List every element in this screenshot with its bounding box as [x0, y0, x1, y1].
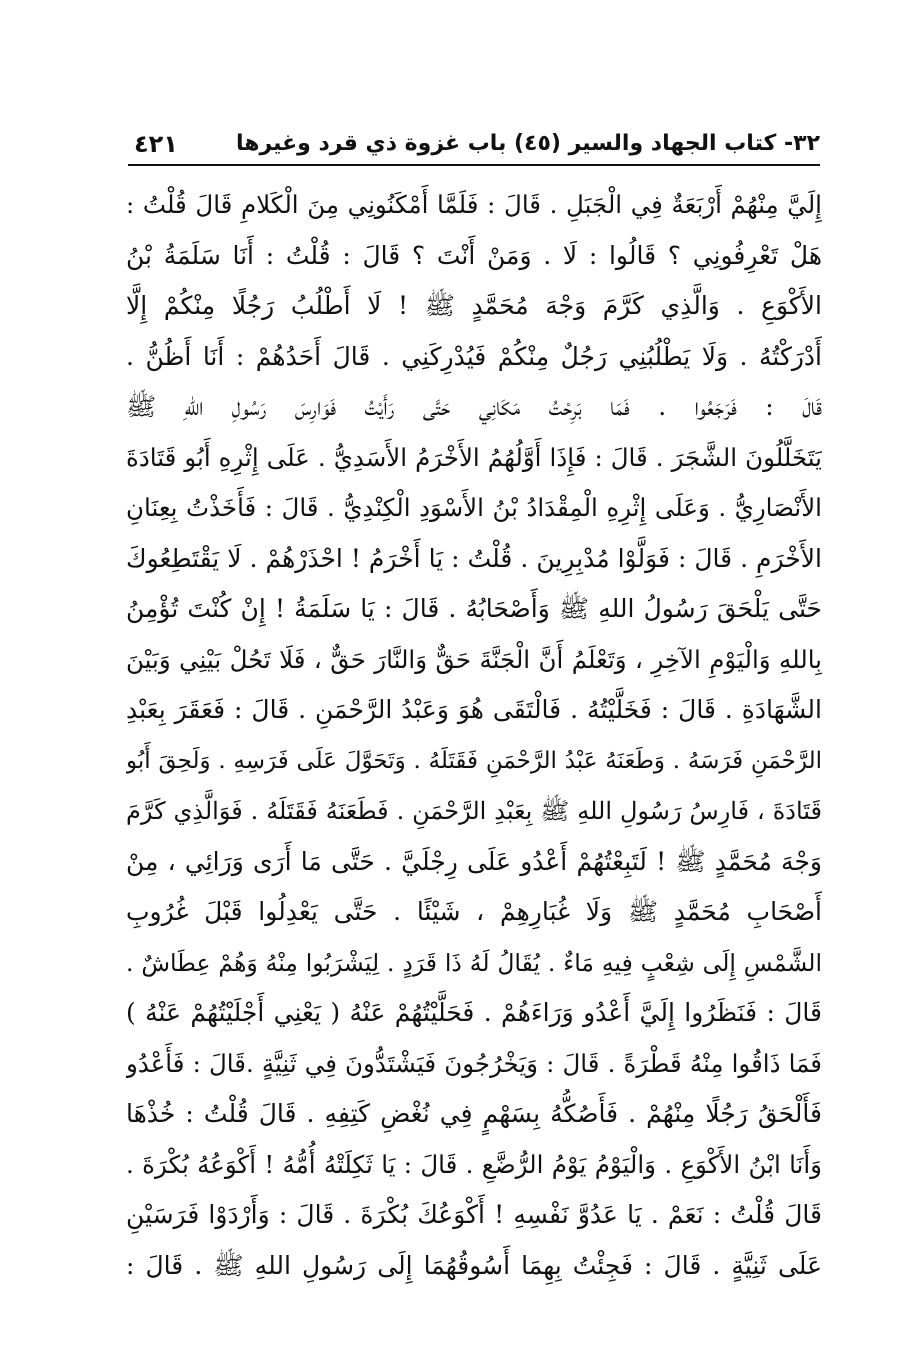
text-line: فَأَلْحَقُ رَجُلًا مِنْهُمْ . فَأَصُكُّهُ بِسَهْمٍ فِي نُغْضِ كَتِفِهِ . قَالَ قُلْتُ : خُذْهَا — [126, 1099, 822, 1128]
text-line: هَلْ تَعْرِفُونِي ؟ قَالُوا : لَا . وَمَنْ أَنْتَ ؟ قَالَ : قُلْتُ : أَنَا سَلَمَةُ بْنُ — [126, 240, 822, 270]
text-line: عَلَى ثَنِيَّةٍ . قَالَ : فَجِئْتُ بِهِمَا أَسُوقُهُمَا إِلَى رَسُولِ اللهِ ﷺ . قَالَ : — [126, 1250, 822, 1280]
page-header — [128, 112, 820, 164]
running-title: ٣٢- كتاب الجهاد والسير (٤٥) باب غزوة ذي قرد وغيرها — [235, 131, 820, 156]
text-line: يَتَخَلَّلُونَ الشَّجَرَ . قَالَ : فَإِذَا أَوَّلُهُمُ الأَخْرَمُ الأَسَدِيُّ . عَلَى إِثْرِهِ أَبُو قَتَادَةَ — [126, 442, 822, 472]
text-line: الأَكْوَعِ . وَالَّذِي كَرَّمَ وَجْهَ مُحَمَّدٍ ﷺ ! لَا أَطْلُبُ رَجُلًا مِنْكُمْ إِلَّا — [126, 291, 822, 320]
text-line: قَالَ قُلْتُ : نَعَمْ . يَا عَدُوَّ نَفْسِهِ ! أَكْوَعُكَ بُكْرَةَ . قَالَ : وَأَرْدَوْا فَرَسَيْنِ — [126, 1200, 822, 1229]
text-line: قَالَ : فَرَجَعُوا . فَمَا بَرِحْتُ مَكَانِي حَتَّى رَأَيْتُ فَوَارِسَ رَسُولِ اللهِ ﷺ — [126, 392, 822, 421]
text-line: بِاللهِ وَالْيَوْمِ الآخِرِ ، وَتَعْلَمُ أَنَّ الْجَنَّةَ حَقٌّ وَالنَّارَ حَقٌّ ، فَلَا تَحُلْ بَيْنِي وَبَيْنَ — [126, 644, 822, 674]
text-line: قَتَادَةَ ، فَارِسُ رَسُولِ اللهِ ﷺ بِعَبْدِ الرَّحْمَنِ . فَطَعَنَهُ فَقَتَلَهُ . فَوَالَّذِي كَرَّمَ — [126, 797, 822, 825]
text-line: الشَّمْسِ إِلَى شِعْبٍ فِيهِ مَاءٌ . يُقَالُ لَهُ ذَا قَرَدٍ . لِيَشْرَبُوا مِنْهُ وَهُمْ عِطَاشٌ . — [126, 948, 822, 977]
text-line: الأَخْرَمِ . قَالَ : فَوَلَّوْا مُدْبِرِينَ . قُلْتُ : يَا أَخْرَمُ ! احْذَرْهُمْ . لَا يَقْتَطِعُوكَ — [126, 543, 822, 573]
text-line: الرَّحْمَنِ فَرَسَهُ . وَطَعَنَهُ عَبْدُ الرَّحْمَنِ فَقَتَلَهُ . وَتَحَوَّلَ عَلَى فَرَسِهِ . وَلَحِقَ أَبُو — [126, 747, 822, 774]
hadith-text — [126, 180, 822, 1291]
text-line: فَمَا ذَاقُوا مِنْهُ قَطْرَةً . قَالَ : وَيَخْرُجُونَ فَيَشْتَدُّونَ فِي ثَنِيَّةٍ .قَالَ : فَأَعْدُو — [126, 1048, 822, 1078]
text-line: وَجْهَ مُحَمَّدٍ ﷺ ! لَتَبِعْتُهُمْ أَعْدُو عَلَى رِجْلَيَّ . حَتَّى مَا أَرَى وَرَائِي ، مِنْ — [126, 846, 822, 876]
text-line: وَأَنَا ابْنُ الأَكْوَعِ . وَالْيَوْمُ يَوْمُ الرُّضَّعِ . قَالَ : يَا ثَكِلَتْهُ أُمُّهُ ! أَكْوَعُهُ بُكْرَةَ . — [126, 1149, 822, 1179]
text-line: قَالَ : فَنَظَرُوا إِلَيَّ أَعْدُو وَرَاءَهُمْ . فَحَلَّيْتُهُمْ عَنْهُ ( يَعْنِي أَجْلَيْتُهُمْ عَنْهُ ) — [126, 998, 822, 1027]
text-line: إِلَيَّ مِنْهُمْ أَرْبَعَةٌ فِي الْجَبَلِ . قَالَ : فَلَمَّا أَمْكَنُونِي مِنَ الْكَلامِ قَالَ قُلْتُ : — [126, 190, 822, 219]
text-line: أَدْرَكْتُهُ . وَلَا يَطْلُبُنِي رَجُلٌ مِنْكُمْ فَيُدْرِكَنِي . قَالَ أَحَدُهُمْ : أَنَا أَظُنُّ . — [126, 341, 822, 371]
text-line: حَتَّى يَلْحَقَ رَسُولُ اللهِ ﷺ وَأَصْحَابُهُ . قَالَ : يَا سَلَمَةُ ! إِنْ كُنْتَ تُؤْمِنُ — [126, 594, 822, 623]
text-line: أَصْحَابِ مُحَمَّدٍ ﷺ وَلَا غُبَارِهِمْ ، شَيْئًا . حَتَّى يَعْدِلُوا قَبْلَ غُرُوبِ — [126, 897, 822, 926]
text-line: الشَّهَادَةِ . قَالَ : فَخَلَّيْتُهُ . فَالْتَقَى هُوَ وَعَبْدُ الرَّحْمَنِ . قَالَ : فَعَقَرَ بِعَبْدِ — [126, 695, 822, 724]
header-rule — [128, 164, 820, 166]
text-line: الأَنْصَارِيُّ . وَعَلَى إِثْرِهِ الْمِقْدَادُ بْنُ الأَسْوَدِ الْكِنْدِيُّ . قَالَ : فَأَخَذْتُ بِعِنَانِ — [126, 493, 822, 522]
page-number: ٤٢١ — [134, 130, 178, 158]
